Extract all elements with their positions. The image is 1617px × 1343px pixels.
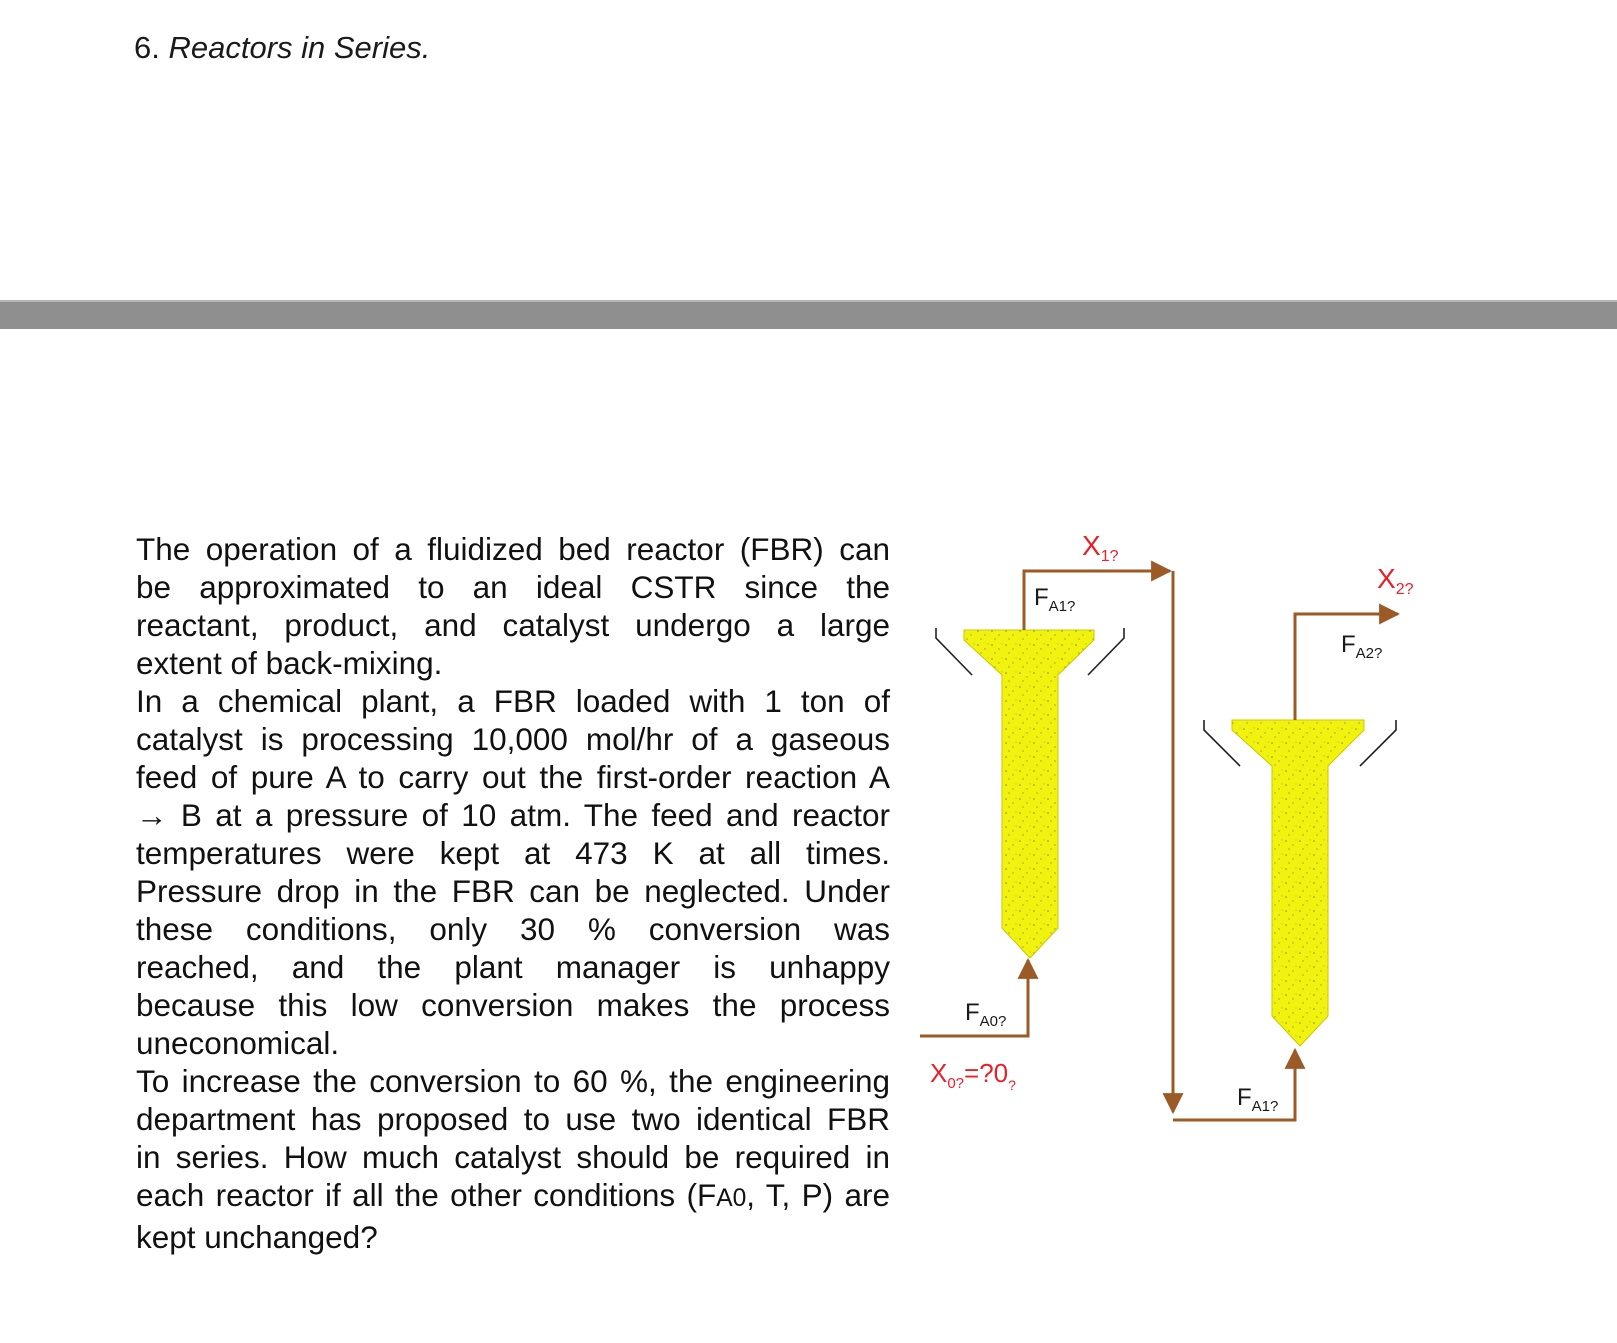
paragraph-question xyxy=(136,1062,890,1256)
reactor-2-vessel-rim xyxy=(1360,720,1396,766)
problem-statement xyxy=(136,530,890,1256)
reactor-1-bed xyxy=(964,630,1094,958)
label-x1: $X_{1?}$ xyxy=(1082,530,1119,565)
text-line: these conditions, only 30 % conversion was xyxy=(136,911,890,947)
text-line: department has proposed to use two identical FBR xyxy=(136,1101,890,1137)
text-line: be approximated to an ideal CSTR since the xyxy=(136,569,890,605)
reactor-1 xyxy=(936,628,1124,958)
text-line: temperatures were kept at 473 K at all times. xyxy=(136,835,890,871)
text-line: kept unchanged? xyxy=(136,1219,378,1255)
text-line: reached, and the plant manager is unhappy xyxy=(136,949,890,985)
label-x2: $X_{2?}$ xyxy=(1377,563,1414,598)
question-title: Reactors in Series. xyxy=(168,30,431,65)
reactor-2-outlet-pipe xyxy=(1295,614,1398,720)
paragraph-plant-conditions xyxy=(136,682,890,1062)
text-line: To increase the conversion to 60 %, the engineering xyxy=(136,1063,890,1099)
reactors-in-series-diagram xyxy=(920,530,1440,1170)
text-line: feed of pure A to carry out the first-order reaction A xyxy=(136,759,890,795)
text-line: The operation of a fluidized bed reactor (FBR) can xyxy=(136,531,890,567)
text-line: because this low conversion makes the process xyxy=(136,987,890,1023)
text-line xyxy=(136,1176,890,1218)
paragraph-fbr-description xyxy=(136,530,890,682)
text-segment: each reactor if all the other conditions (F xyxy=(136,1177,717,1213)
text-line: in series. How much catalyst should be required in xyxy=(136,1139,890,1175)
text-line: → B at a pressure of 10 atm. The feed and reactor xyxy=(136,797,890,833)
label-fa1-top: $F_{A1?}$ xyxy=(1034,584,1076,615)
text-line: extent of back-mixing. xyxy=(136,645,443,681)
label-fa2: $F_{A2?}$ xyxy=(1341,631,1383,662)
text-line: In a chemical plant, a FBR loaded with 1 ton of xyxy=(136,683,890,719)
label-fa0: $F_{A0?}$ xyxy=(965,999,1007,1030)
label-fa1-bottom: $F_{A1?}$ xyxy=(1237,1084,1279,1115)
label-x0: $X_{0?}=?0_?$ xyxy=(930,1058,1016,1093)
text-line: catalyst is processing 10,000 mol/hr of a gaseous xyxy=(136,721,890,757)
text-line: uneconomical. xyxy=(136,1025,340,1061)
reactor-2 xyxy=(1204,720,1396,1046)
text-segment: , T, P) are xyxy=(746,1177,890,1213)
subscript-a0: A0 xyxy=(716,1185,747,1212)
question-heading xyxy=(134,30,430,66)
text-line: Pressure drop in the FBR can be neglected. Under xyxy=(136,873,890,909)
reactor-2-bed xyxy=(1232,720,1364,1046)
page-divider-bar xyxy=(0,300,1617,329)
text-line: reactant, product, and catalyst undergo a large xyxy=(136,607,890,643)
question-number: 6. xyxy=(134,30,160,65)
